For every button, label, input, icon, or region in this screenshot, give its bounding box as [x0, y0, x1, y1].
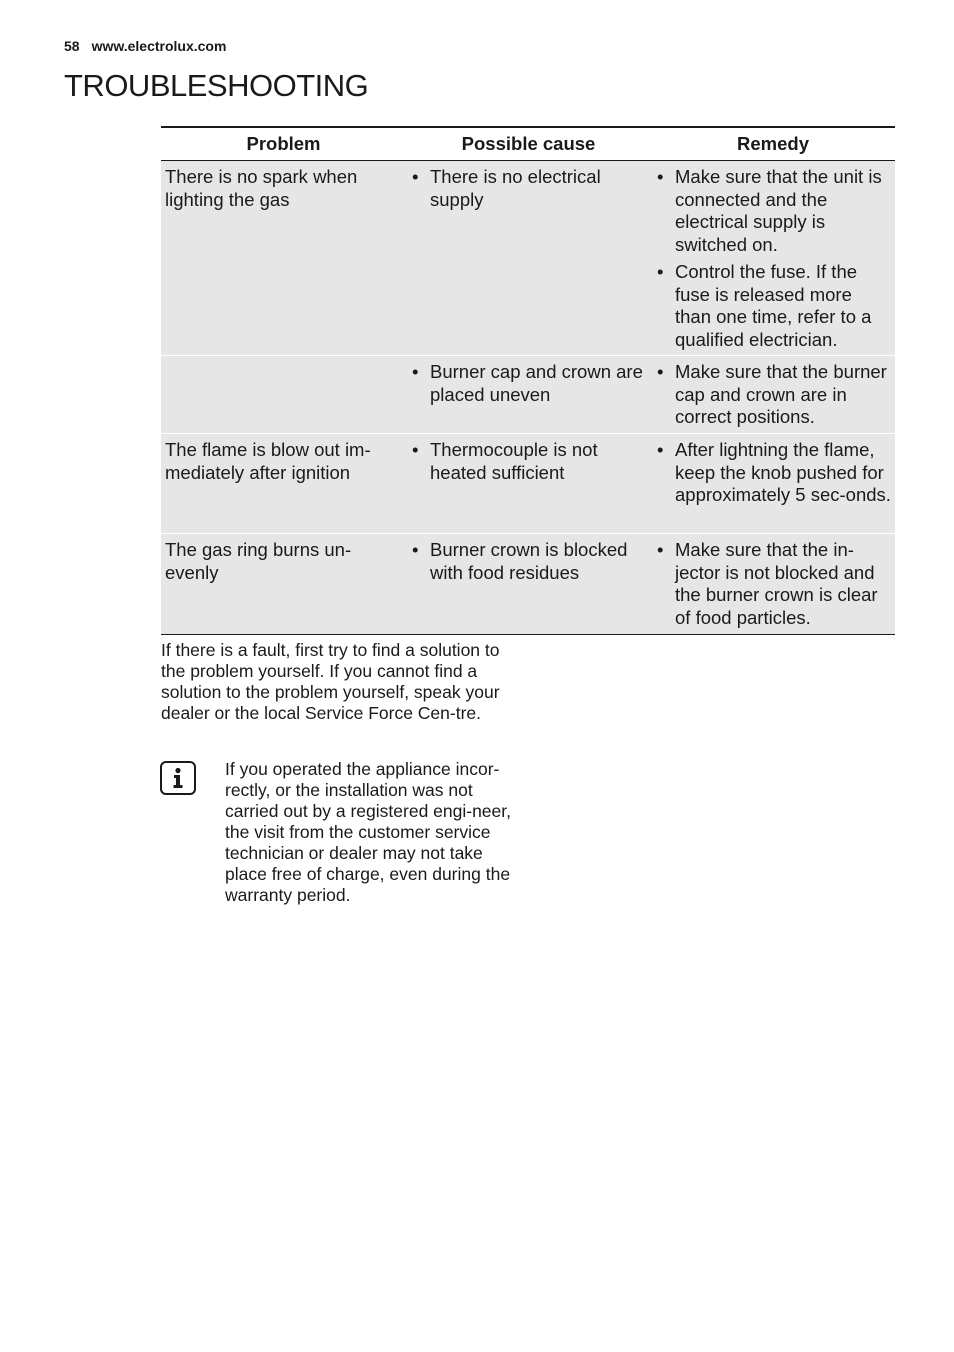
page-header: [64, 38, 226, 54]
table-header: [161, 128, 895, 161]
cause-item: • There is no electrical supply: [410, 166, 647, 211]
column-header-cause: Possible cause: [461, 133, 596, 154]
column-header-remedy: Remedy: [737, 133, 809, 154]
cause-item: • Burner cap and crown are placed uneven: [410, 361, 647, 406]
info-icon: [160, 761, 196, 795]
cause-cell: [406, 434, 651, 533]
remedy-item: • Control the fuse. If the fuse is released more than one time, refer to a qualified electrician.: [655, 261, 891, 351]
info-text: If you operated the appliance incor-rectly, or the installation was not carried out by a registered engi-neer, the visit from the customer service technician or dealer may not take place free of charge, even during the warranty period.: [225, 759, 511, 905]
problem-cell: The flame is blow out im-mediately after ignition: [165, 439, 371, 483]
cause-item: • Burner crown is blocked with food residues: [410, 539, 647, 584]
problem-cell: The gas ring burns un-evenly: [165, 539, 352, 583]
remedy-cell: [651, 434, 895, 533]
troubleshooting-table: [161, 126, 895, 635]
remedy-cell: [651, 356, 895, 433]
cause-cell: [406, 534, 651, 634]
cause-item: • Thermocouple is not heated sufficient: [410, 439, 647, 484]
remedy-item: • Make sure that the in-jector is not blocked and the burner crown is clear of food particles.: [655, 539, 891, 629]
remedy-item: • After lightning the flame, keep the knob pushed for approximately 5 sec-onds.: [655, 439, 891, 507]
table-row: [161, 534, 895, 634]
remedy-item: • Make sure that the unit is connected and the electrical supply is switched on.: [655, 166, 891, 256]
page-number: 58: [64, 38, 80, 54]
remedy-cell: [651, 534, 895, 634]
remedy-cell: [651, 161, 895, 355]
cause-cell: [406, 161, 651, 355]
cause-cell: [406, 356, 651, 433]
column-header-problem: Problem: [246, 133, 321, 154]
page-title: TROUBLESHOOTING: [64, 68, 369, 103]
website: www.electrolux.com: [91, 38, 227, 54]
table-row: [161, 356, 895, 434]
problem-cell: There is no spark when lighting the gas: [165, 166, 358, 210]
table-row: [161, 161, 895, 356]
table-row: [161, 434, 895, 534]
fault-note: If there is a fault, first try to find a solution to the problem yourself. If you cannot find a solution to the problem yourself, speak your dealer or the local Service Force Cen-tre.: [161, 640, 500, 723]
remedy-item: • Make sure that the burner cap and crown are in correct positions.: [655, 361, 891, 429]
problem-cell: [161, 356, 406, 433]
